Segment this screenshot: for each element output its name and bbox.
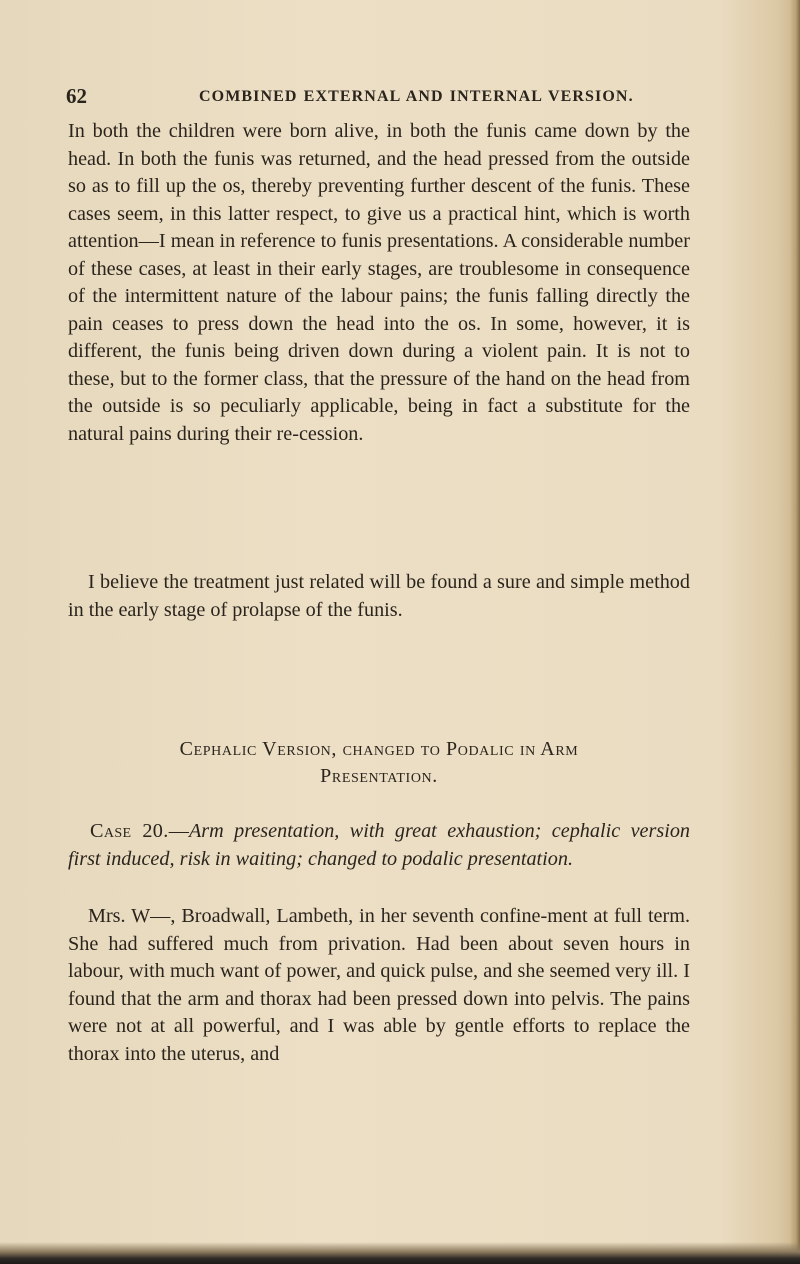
case-title: Arm presentation, with great exhaustion; cephalic version first induced, risk in waiting; changed to podalic presentation.	[68, 820, 691, 870]
section-heading-line-1: Cephalic Version, changed to Podalic in Arm	[179, 738, 579, 760]
page-bottom-shadow	[0, 1242, 800, 1264]
section-heading-line-2: Presentation.	[320, 765, 438, 787]
running-head: COMBINED EXTERNAL AND INTERNAL VERSION.	[199, 88, 634, 105]
paragraph-case-body: Mrs. W—, Broadwall, Lambeth, in her seventh confine-ment at full term. She had suffered much from privation. Had been about seven hours in labour, with much want of power, and quick pulse, and she seemed very ill. I found that the arm and thorax had been pressed down into pelvis. The pains were not at all powerful, and I was able by gentle efforts to replace the thorax into the uterus, and	[68, 905, 690, 1065]
paragraph-funis-cases: In both the children were born alive, in both the funis came down by the head. In both the funis was returned, and the head pressed from the outside so as to fill up the os, thereby preventing further descent of the funis. These cases seem, in this latter respect, to give us a practical hint, which is worth attention—I mean in reference to funis presentations. A considerable number of these cases, at least in their early stages, are troublesome in consequence of the intermittent nature of the labour pains; the funis falling directly the pain ceases to press down the head into the os. In some, however, it is different, the funis being driven down during a violent pain. It is not to these, but to the former class, that the pressure of the hand on the head from the outside is so peculiarly applicable, being in fact a substitute for the natural pains during their re-cession.	[68, 120, 690, 445]
case-dash: —	[168, 820, 189, 842]
case-label: Case 20.	[90, 820, 169, 842]
case-header	[68, 818, 690, 873]
section-heading	[68, 736, 690, 790]
paragraph-treatment: I believe the treatment just related will be found a sure and simple method in the early stage of prolapse of the funis.	[68, 571, 690, 621]
page-edge-shadow	[790, 0, 800, 1264]
page-header	[66, 84, 746, 110]
page-number: 62	[66, 84, 87, 108]
